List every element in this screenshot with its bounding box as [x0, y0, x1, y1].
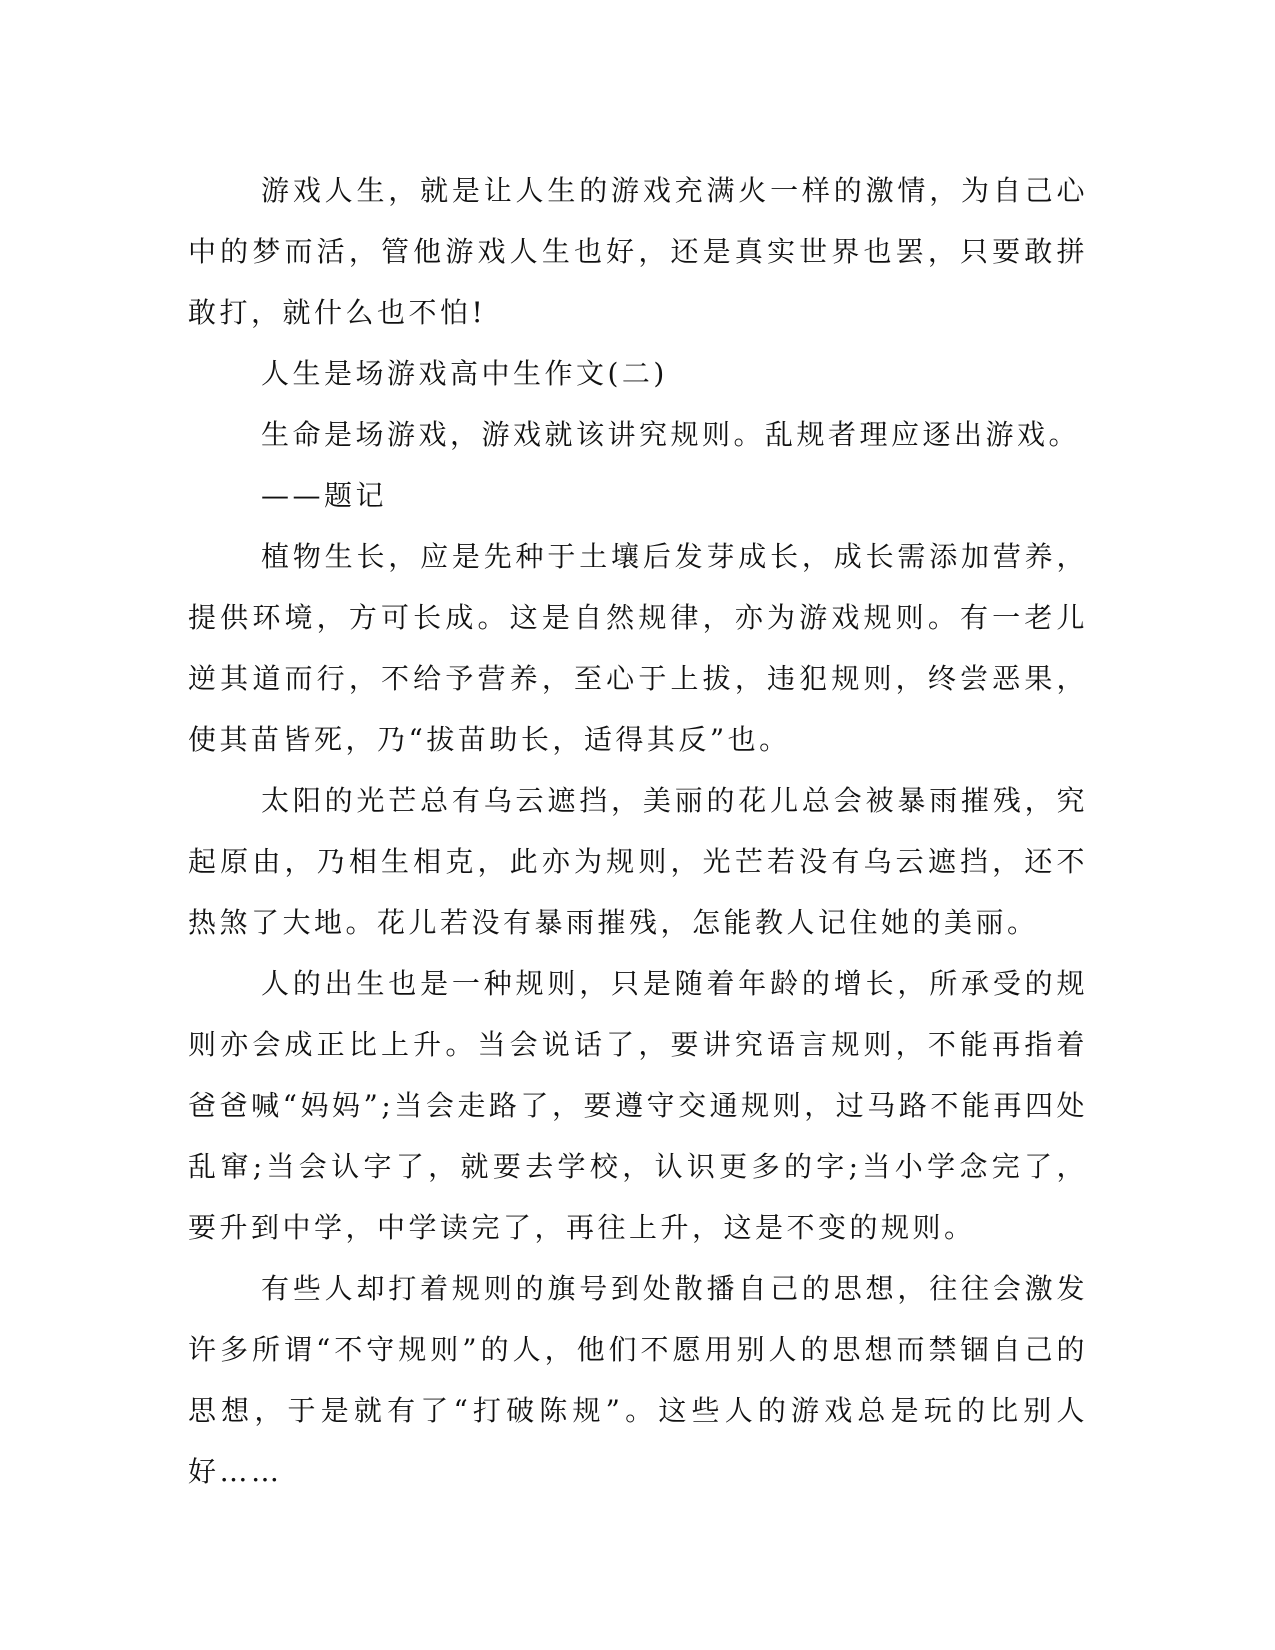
paragraph-plant-growth: 植物生长，应是先种于土壤后发芽成长，成长需添加营养，提供环境，方可长成。这是自然规律，亦为游戏规则。有一老儿逆其道而行，不给予营养，至心于上拔，违犯规则，终尝恶果，使其苗皆死，乃“拔苗助长，适得其反”也。: [188, 540, 1088, 756]
epigraph: 生命是场游戏，游戏就该讲究规则。乱规者理应逐出游戏。: [261, 418, 1081, 451]
document-body: [188, 160, 1088, 1502]
epigraph-attribution: ——题记: [261, 479, 388, 512]
paragraph-intro-conclusion: 游戏人生，就是让人生的游戏充满火一样的激情，为自己心中的梦而活，管他游戏人生也好，还是真实世界也罢，只要敢拼敢打，就什么也不怕!: [188, 174, 1088, 329]
paragraph-sun-and-flowers: 太阳的光芒总有乌云遮挡，美丽的花儿总会被暴雨摧残，究起原由，乃相生相克，此亦为规则，光芒若没有乌云遮挡，还不热煞了大地。花儿若没有暴雨摧残，怎能教人记住她的美丽。: [188, 784, 1088, 939]
paragraph-breaking-rules: 有些人却打着规则的旗号到处散播自己的思想，往往会激发许多所谓“不守规则”的人，他们不愿用别人的思想而禁锢自己的思想，于是就有了“打破陈规”。这些人的游戏总是玩的比别人好……: [188, 1272, 1088, 1488]
essay-title: 人生是场游戏高中生作文(二): [261, 357, 668, 390]
paragraph-human-growth: 人的出生也是一种规则，只是随着年龄的增长，所承受的规则亦会成正比上升。当会说话了，要讲究语言规则，不能再指着爸爸喊“妈妈”;当会走路了，要遵守交通规则，过马路不能再四处乱窜;当会认字了，就要去学校，认识更多的字;当小学念完了，要升到中学，中学读完了，再往上升，这是不变的规则。: [188, 967, 1088, 1244]
